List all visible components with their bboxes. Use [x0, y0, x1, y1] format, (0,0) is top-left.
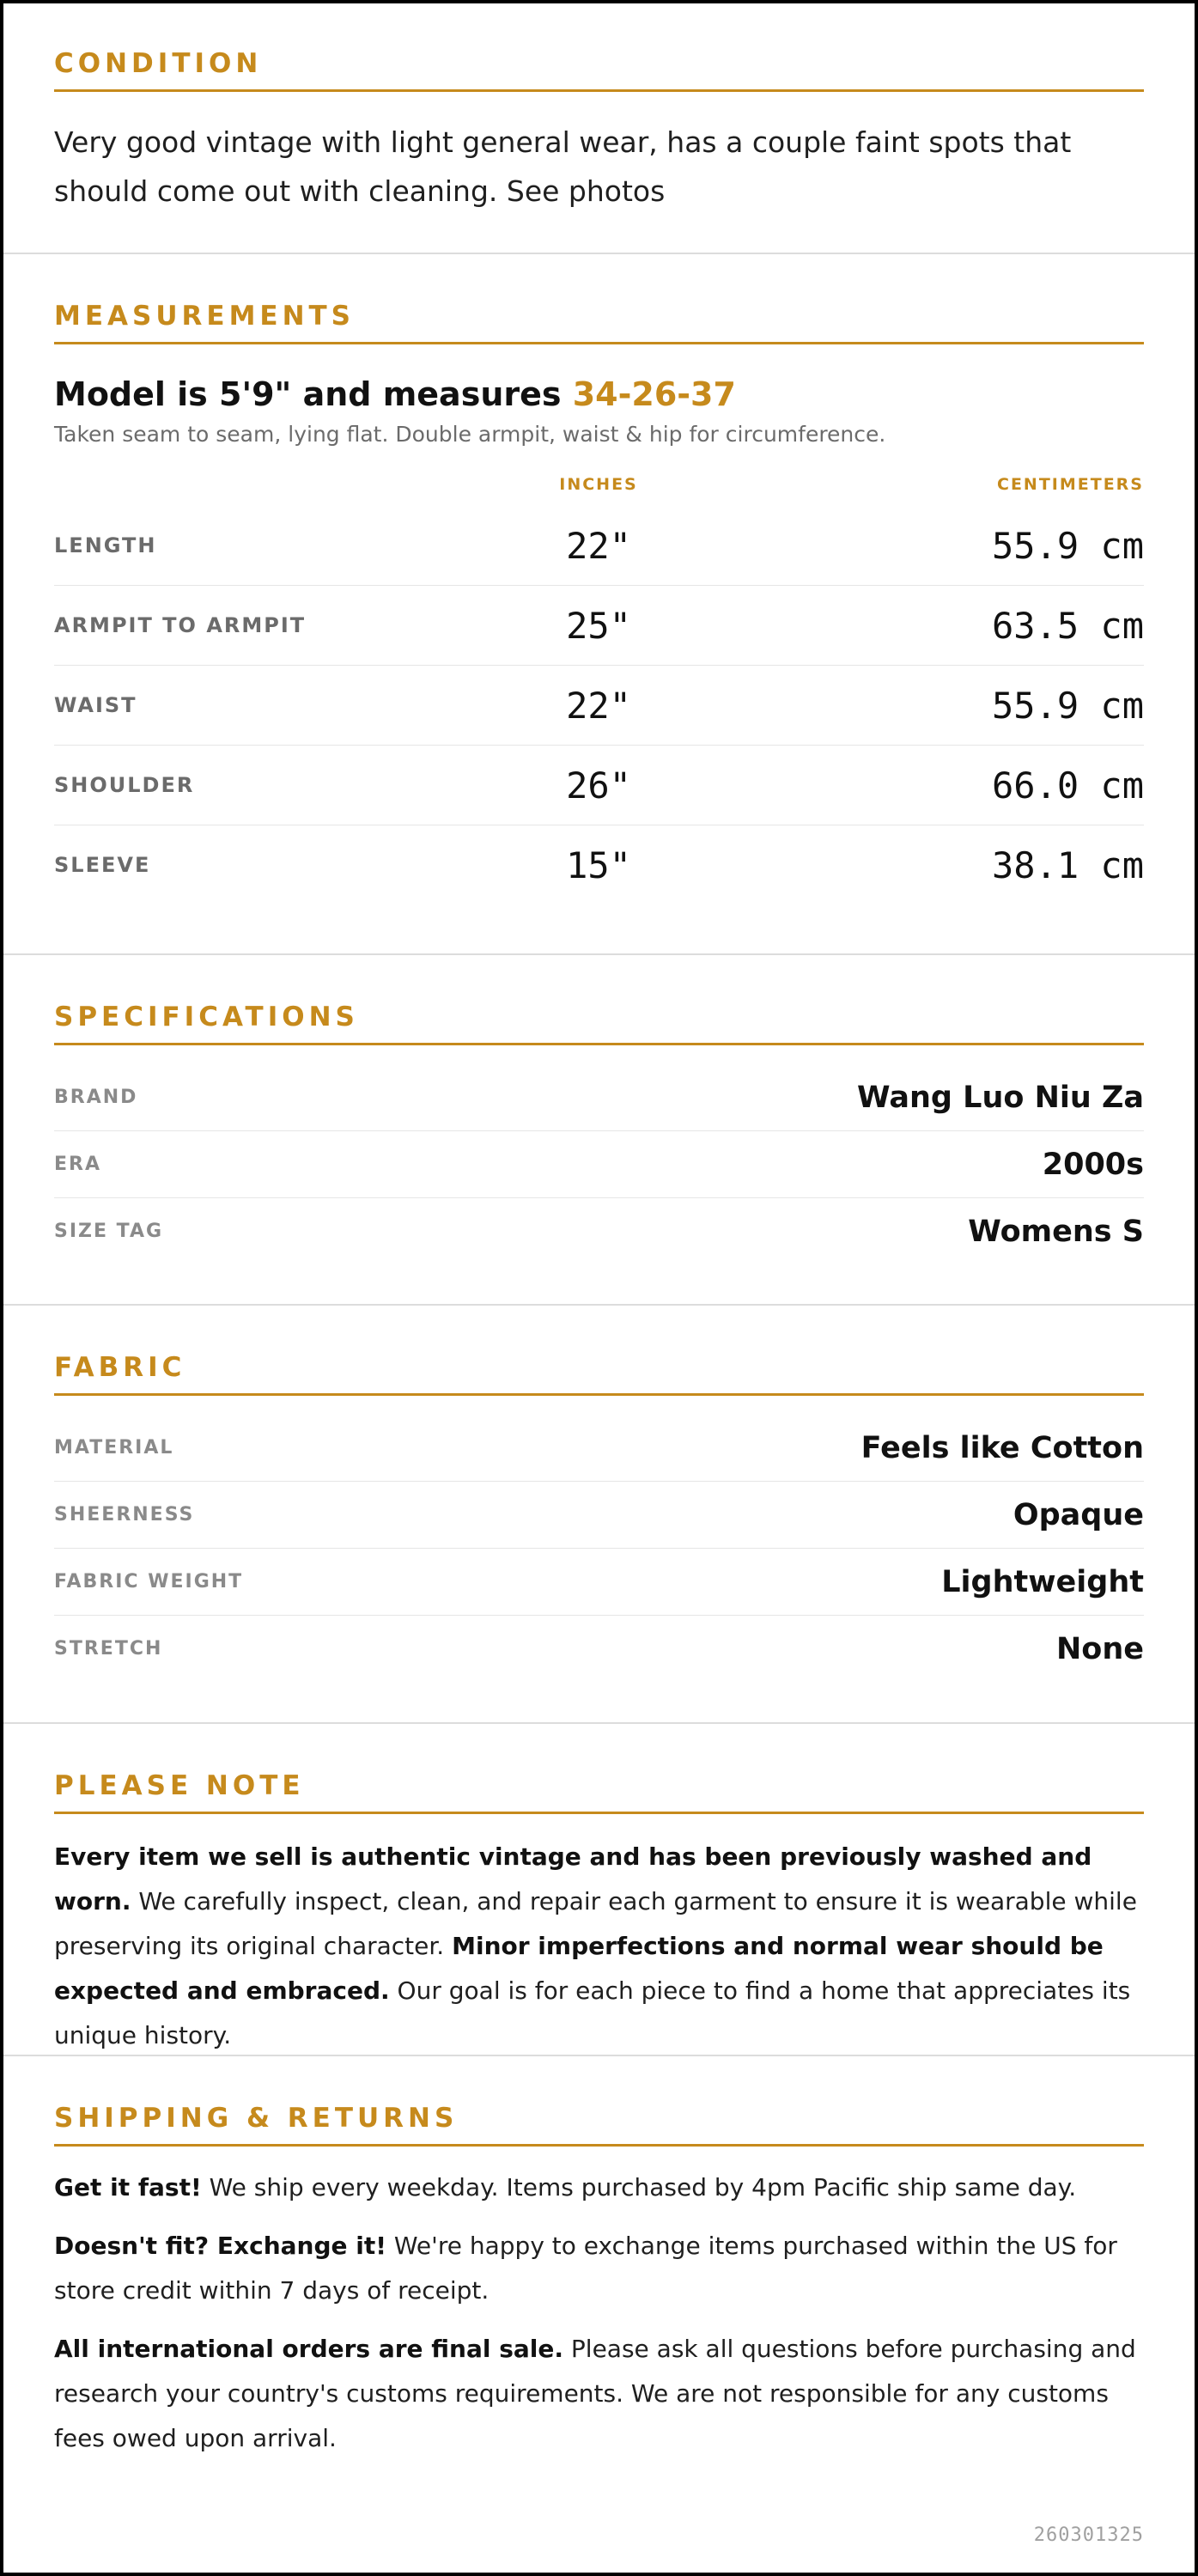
- note-text-goal: Our goal is for each piece to find a home that appreciates its unique history.: [54, 1976, 1131, 2049]
- international-bold: All international orders are final sale.: [54, 2335, 564, 2363]
- measurement-row: [54, 506, 1144, 586]
- fabric-value: Feels like Cotton: [860, 1430, 1144, 1465]
- measurement-cm: 63.5 cm: [991, 604, 1144, 647]
- note-bold-authentic: Every item we sell is authentic vintage and has been previously washed and worn.: [54, 1842, 1092, 1915]
- measurement-inches: 26": [566, 764, 631, 807]
- spec-row-brand: [54, 1064, 1144, 1131]
- spec-label: SIZE TAG: [54, 1221, 164, 1242]
- specifications-list: [54, 1064, 1144, 1264]
- shipping-fast-bold: Get it fast!: [54, 2173, 202, 2201]
- fabric-section: [3, 1306, 1195, 1724]
- centimeters-column-header: CENTIMETERS: [997, 475, 1144, 494]
- spec-label: BRAND: [54, 1087, 138, 1108]
- header-label-spacer: [54, 475, 526, 497]
- measurement-cm: 66.0 cm: [991, 764, 1144, 807]
- inches-column-header: INCHES: [559, 475, 638, 494]
- measurement-inches: 25": [566, 604, 631, 647]
- fabric-list: [54, 1415, 1144, 1682]
- measurement-row: [54, 746, 1144, 825]
- note-text-inspect: We carefully inspect, clean, and repair each garment to ensure it is wearable while preserving its original character.: [54, 1887, 1137, 1960]
- condition-text: Very good vintage with light general wear, has a couple faint spots that should come out with cleaning. See photos: [54, 125, 1072, 208]
- shipping-fast-text: We ship every weekday. Items purchased by 4pm Pacific ship same day.: [201, 2173, 1077, 2201]
- spec-value: 2000s: [1042, 1147, 1144, 1182]
- measurement-inches: 22": [566, 524, 631, 567]
- footer: [3, 2507, 1195, 2576]
- spec-row-size-tag: [54, 1198, 1144, 1264]
- measurement-label: ARMPIT TO ARMPIT: [54, 613, 307, 637]
- measurement-row: [54, 586, 1144, 666]
- specifications-heading: SPECIFICATIONS: [54, 1000, 1144, 1045]
- fabric-label: STRETCH: [54, 1638, 163, 1659]
- please-note-heading: PLEASE NOTE: [54, 1769, 1144, 1814]
- exchange-bold: Doesn't fit? Exchange it!: [54, 2232, 386, 2260]
- please-note-text: [54, 1835, 1144, 2058]
- fabric-label: MATERIAL: [54, 1437, 174, 1459]
- measurements-heading: MEASUREMENTS: [54, 299, 1144, 344]
- fabric-row-sheerness: [54, 1482, 1144, 1549]
- spec-value: Wang Luo Niu Za: [857, 1080, 1144, 1115]
- fabric-value: Opaque: [1013, 1497, 1144, 1532]
- measurement-label: SLEEVE: [54, 853, 151, 877]
- fabric-row-stretch: [54, 1616, 1144, 1682]
- fabric-row-weight: [54, 1549, 1144, 1616]
- spec-row-era: [54, 1131, 1144, 1198]
- international-paragraph: [54, 2327, 1144, 2461]
- shipping-returns-section: [3, 2056, 1195, 2507]
- fabric-value: None: [1056, 1631, 1144, 1666]
- specifications-section: [3, 955, 1195, 1306]
- please-note-section: [3, 1724, 1195, 2056]
- exchange-text: We're happy to exchange items purchased within the US for store credit within 7 days of receipt.: [54, 2232, 1117, 2305]
- model-measures-prefix: Model is 5'9" and measures: [54, 375, 573, 413]
- measurement-inches: 15": [566, 843, 631, 886]
- international-text: Please ask all questions before purchasing and research your country's customs requirements. We are not responsible for any customs fees owed upon arrival.: [54, 2335, 1136, 2452]
- measurement-cm: 38.1 cm: [991, 843, 1144, 886]
- spec-value: Womens S: [968, 1214, 1144, 1249]
- fabric-value: Lightweight: [941, 1564, 1144, 1599]
- measurement-cm: 55.9 cm: [991, 684, 1144, 727]
- shipping-fast-paragraph: [54, 2165, 1144, 2210]
- spec-label: ERA: [54, 1154, 101, 1175]
- measurement-table: [54, 506, 1144, 904]
- exchange-paragraph: [54, 2224, 1144, 2313]
- measurement-row: [54, 666, 1144, 746]
- measurement-table-header: [54, 475, 1144, 497]
- fabric-label: FABRIC WEIGHT: [54, 1571, 244, 1592]
- measurement-label: SHOULDER: [54, 773, 195, 797]
- listing-code: 260301325: [1033, 2524, 1144, 2546]
- shipping-policy: [54, 2165, 1144, 2461]
- note-bold-imperfections: Minor imperfections and normal wear should be expected and embraced.: [54, 1932, 1104, 2005]
- measurement-row: [54, 825, 1144, 904]
- fabric-label: SHEERNESS: [54, 1504, 195, 1526]
- model-measures-value: 34-26-37: [572, 375, 736, 413]
- measurement-inches: 22": [566, 684, 631, 727]
- measurement-cm: 55.9 cm: [991, 524, 1144, 567]
- fabric-heading: FABRIC: [54, 1350, 1144, 1396]
- measurement-method-note: Taken seam to seam, lying flat. Double armpit, waist & hip for circumference.: [54, 422, 886, 447]
- measurement-label: LENGTH: [54, 533, 157, 557]
- shipping-heading: SHIPPING & RETURNS: [54, 2101, 1144, 2147]
- measurements-section: [3, 254, 1195, 955]
- measurement-label: WAIST: [54, 693, 137, 717]
- fabric-row-material: [54, 1415, 1144, 1482]
- condition-section: [3, 3, 1195, 254]
- model-measures-line: [54, 374, 1144, 415]
- condition-heading: CONDITION: [54, 46, 1144, 92]
